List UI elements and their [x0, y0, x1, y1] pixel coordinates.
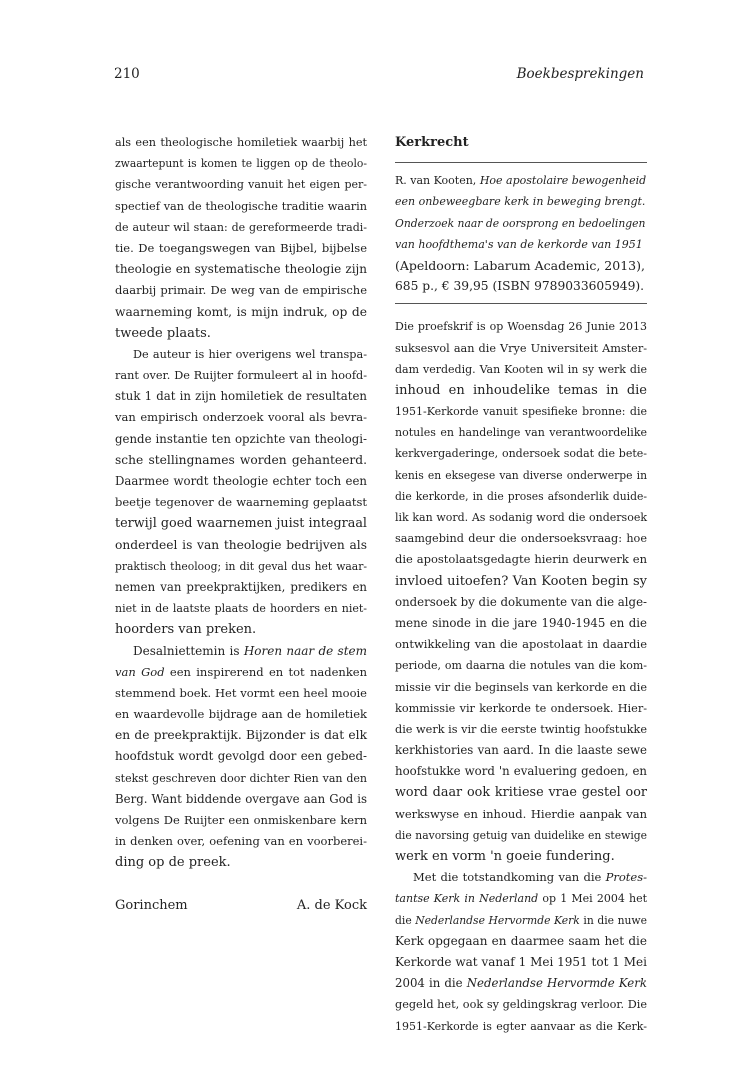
text-line: die kerkorde, in die proses afsonderlik duide-	[395, 489, 647, 503]
text-line: 1951-Kerkorde is egter aanvaar as die Kerk-	[395, 1019, 647, 1033]
text-line: onderdeel is van theologie bedrijven als	[115, 537, 367, 552]
text-line: kerkvergaderinge, ondersoek sodat die bete-	[395, 447, 647, 461]
text-line: en waardevolle bijdrage aan de homiletiek	[115, 707, 367, 722]
text-line: dam verdedig. Van Kooten wil in sy werk die	[395, 362, 647, 376]
biblio-publisher: (Apeldoorn: Labarum Academic, 2013),	[395, 257, 645, 273]
book-title-italic: van God	[115, 664, 165, 679]
text-line: sche stellingnames worden gehanteerd.	[115, 452, 367, 467]
church-name-italic: Nederlandse Hervormde Kerk	[466, 976, 647, 991]
text-line	[395, 973, 647, 994]
text-line: hoofstukke word 'n evaluering gedoen, en	[395, 764, 647, 779]
text-line: werk en vorm 'n goeie fundering.	[395, 849, 615, 864]
biblio-author: R. van Kooten,	[395, 174, 480, 188]
text-run: 2004 in die	[395, 976, 467, 991]
text-line: stemmend boek. Het vormt een heel mooie	[115, 685, 367, 700]
text-line: Kerk opgegaan en daarmee saam het die	[395, 933, 647, 948]
right-paragraph-2	[395, 867, 647, 1037]
book-title-italic: Horen naar de stem	[243, 643, 367, 658]
text-line: de auteur wil staan: de gereformeerde tradi-	[115, 220, 367, 234]
text-line: De auteur is hier overigens wel transpa-	[133, 347, 367, 361]
text-line: rant over. De Ruijter formuleert al in hoofd-	[115, 369, 367, 383]
text-line: Berg. Want biddende overgave aan God is	[115, 791, 367, 806]
text-line: ontwikkeling van die apostolaat in daardie	[395, 637, 647, 652]
text-line: theologie en systematische theologie zijn	[115, 262, 367, 277]
bibliographic-entry	[395, 163, 647, 303]
text-run: op 1 Mei 2004 het	[538, 892, 647, 906]
text-line: mene sinode in die jare 1940-1945 en die	[395, 615, 647, 630]
text-line: kenis en eksegese van diverse onderwerpe in	[395, 468, 647, 482]
text-line: Daarmee wordt theologie echter toch een	[115, 474, 367, 488]
text-line	[395, 867, 647, 888]
text-line: inhoud en inhoudelike temas in die	[395, 382, 647, 398]
text-line: kerkhistories van aard. In die laaste sewe	[395, 743, 647, 758]
text-line: spectief van de theologische traditie waarin	[115, 199, 367, 213]
text-line: nemen van preekpraktijken, predikers en	[115, 579, 367, 594]
text-line: in denken over, oefening van en voorberei-	[115, 834, 367, 849]
text-line: missie vir die beginsels van kerkorde en die	[395, 680, 647, 694]
biblio-price-isbn: 685 p., € 39,95 (ISBN 9789033605949).	[395, 279, 645, 294]
page-number: 210	[114, 66, 140, 82]
text-line: die apostolaatsgedagte hierin deurwerk en	[395, 552, 647, 567]
right-column	[395, 132, 647, 1037]
text-line: lik kan word. As sodanig word die ondersoek	[395, 511, 647, 524]
text-line: kommissie vir kerkorde te ondersoek. Hier-	[395, 701, 647, 715]
text-line: volgens De Ruijter een onmiskenbare kern	[115, 813, 367, 827]
text-run: die	[395, 913, 416, 927]
biblio-title-italic: van hoofdthema's van de kerkorde van 1951	[395, 237, 643, 251]
church-name-italic: tantse Kerk in Nederland	[395, 892, 539, 906]
text-line: niet in de laatste plaats de hoorders en niet-	[115, 602, 367, 616]
text-run: in die nuwe	[579, 913, 647, 927]
biblio-title-italic: Hoe apostolaire bewogenheid	[479, 174, 647, 188]
text-line: praktisch theoloog; in dit geval dus het waar-	[115, 559, 367, 573]
text-line	[395, 910, 647, 931]
text-line: beetje tegenover de waarneming geplaatst	[115, 495, 367, 510]
text-run: Met die totstandkoming van die	[413, 870, 606, 885]
text-line: Kerkorde wat vanaf 1 Mei 1951 tot 1 Mei	[395, 954, 647, 969]
left-paragraph-1	[115, 132, 367, 344]
text-line: hoofdstuk wordt gevolgd door een gebed-	[115, 749, 367, 764]
text-line: gische verantwoording vanuit het eigen per-	[115, 178, 367, 192]
text-line: ding op de preek.	[115, 855, 231, 871]
text-line	[115, 662, 367, 683]
text-line: werkswyse en inhoud. Hierdie aanpak van	[395, 806, 647, 821]
text-line: periode, om daarna die notules van die kom-	[395, 659, 647, 673]
text-line: 1951-Kerkorde vanuit spesifieke bronne: die	[395, 405, 647, 419]
signature-name: A. de Kock	[296, 897, 367, 913]
section-title: Kerkrecht	[395, 135, 469, 150]
church-name-italic: Nederlandse Hervormde Kerk	[415, 913, 580, 927]
text-line	[395, 170, 647, 191]
running-head: Boekbesprekingen	[516, 66, 644, 82]
left-paragraph-3	[115, 641, 367, 874]
text-line: tie. De toegangswegen van Bijbel, bijbelse	[115, 240, 367, 255]
text-line: suksesvol aan die Vrye Universiteit Amster-	[395, 341, 647, 355]
text-line: die werk is vir die eerste twintig hoofstukke	[395, 722, 647, 736]
text-line: invloed uitoefen? Van Kooten begin sy	[395, 573, 647, 589]
right-paragraph-1	[395, 316, 647, 867]
text-line: notules en handelinge van verantwoordelike	[395, 426, 647, 440]
biblio-title-italic: een onbeweegbare kerk in beweging brengt.	[395, 195, 646, 209]
signature	[115, 895, 367, 916]
signature-place: Gorinchem	[115, 897, 188, 913]
text-run: Desalniettemin is	[133, 643, 244, 658]
text-line	[115, 641, 367, 662]
text-line: word daar ook kritiese vrae gestel oor	[395, 785, 647, 801]
divider-bottom	[395, 303, 647, 304]
biblio-title-italic: Onderzoek naar de oorsprong en bedoelingen	[395, 216, 646, 230]
text-line	[395, 888, 647, 909]
text-line: gegeld het, ook sy geldingskrag verloor. Die	[395, 998, 647, 1012]
text-line: van empirisch onderzoek vooral als bevra-	[115, 410, 367, 425]
left-column	[115, 132, 367, 916]
text-line: daarbij primair. De weg van de empirische	[115, 283, 367, 298]
text-line: waarneming komt, is mijn indruk, op de	[115, 304, 367, 319]
text-line: Die proefskrif is op Woensdag 26 Junie 2013	[395, 320, 647, 334]
text-line: stuk 1 dat in zijn homiletiek de resultaten	[115, 389, 367, 404]
left-paragraph-2	[115, 344, 367, 641]
text-line: stekst geschreven door dichter Rien van den	[115, 771, 367, 785]
text-line: tweede plaats.	[115, 325, 211, 341]
text-line: en de preekpraktijk. Bijzonder is dat elk	[115, 728, 367, 743]
text-line: hoorders van preken.	[115, 622, 257, 638]
text-line: ondersoek by die dokumente van die alge-	[395, 594, 647, 609]
text-line: die navorsing getuig van duidelike en stewige	[395, 828, 647, 842]
text-line: zwaartepunt is komen te liggen op de theolo-	[115, 157, 367, 171]
text-line: als een theologische homiletiek waarbij het	[115, 136, 367, 149]
church-name-italic: Protes-	[605, 870, 647, 885]
text-run: een inspirerend en tot nadenken	[164, 664, 367, 679]
text-line: saamgebind deur die ondersoeksvraag: hoe	[395, 532, 647, 546]
text-line: terwijl goed waarnemen juist integraal	[115, 516, 367, 532]
text-line: gende instantie ten opzichte van theologi-	[115, 431, 367, 446]
